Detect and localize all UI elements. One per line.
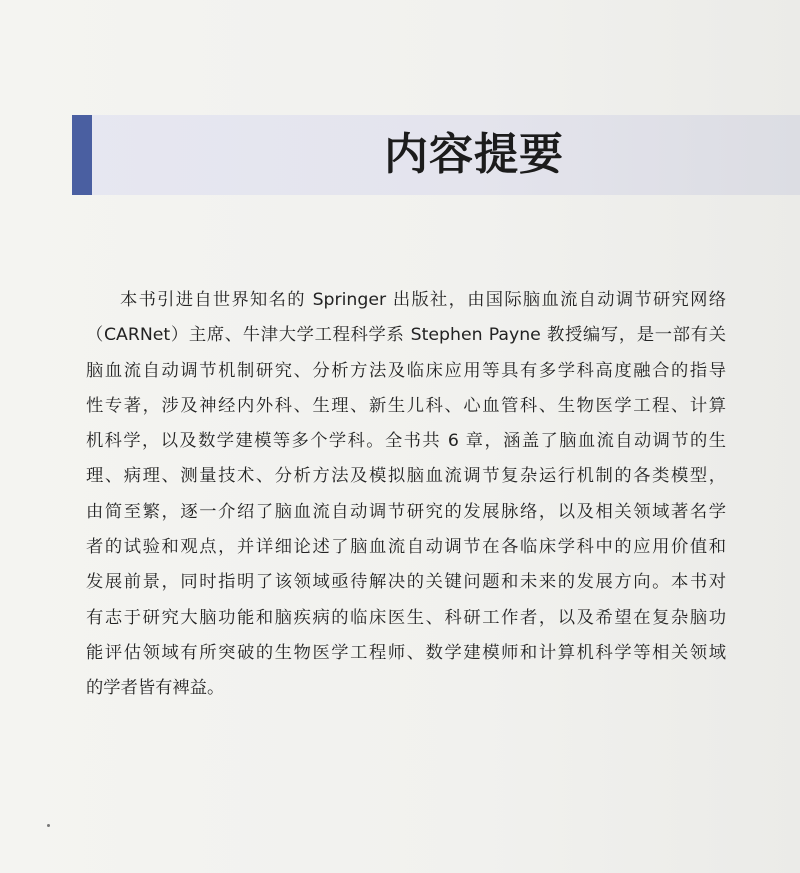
paragraph-line: 理、病理、测量技术、分析方法及模拟脑血流调节复杂运行机制的各类模型， xyxy=(86,466,726,487)
paragraph-line: 能评估领域有所突破的生物医学工程师、数学建模师和计算机科学等相关领域 xyxy=(86,642,726,663)
paragraph-line: 本书引进自世界知名的 Springer 出版社，由国际脑血流自动调节研究网络 xyxy=(120,290,726,310)
paragraph-line: 脑血流自动调节机制研究、分析方法及临床应用等具有多学科高度融合的指导 xyxy=(86,360,726,381)
paragraph-line: 机科学，以及数学建模等多个学科。全书共 6 章，涵盖了脑血流自动调节的生 xyxy=(86,431,726,452)
paragraph-line: 发展前景，同时指明了该领域亟待解决的关键问题和未来的发展方向。本书对 xyxy=(86,572,726,593)
paragraph-line: 的学者皆有裨益。 xyxy=(86,678,225,699)
paragraph-line: 有志于研究大脑功能和脑疾病的临床医生、科研工作者，以及希望在复杂脑功 xyxy=(86,607,726,628)
paragraph-line: 性专著，涉及神经内外科、生理、新生儿科、心血管科、生物医学工程、计算 xyxy=(86,395,726,416)
page-title: 内容提要 xyxy=(384,129,564,180)
heading-band xyxy=(72,115,800,195)
paragraph-line: 由简至繁，逐一介绍了脑血流自动调节研究的发展脉络，以及相关领域著名学 xyxy=(86,501,726,522)
page-speck xyxy=(47,824,50,827)
paragraph-line: （CARNet）主席、牛津大学工程科学系 Stephen Payne 教授编写，是一部有关 xyxy=(86,325,726,346)
heading-accent-bar xyxy=(72,115,92,195)
summary-paragraph xyxy=(86,283,726,707)
paragraph-line: 者的试验和观点，并详细论述了脑血流自动调节在各临床学科中的应用价值和 xyxy=(86,537,726,558)
